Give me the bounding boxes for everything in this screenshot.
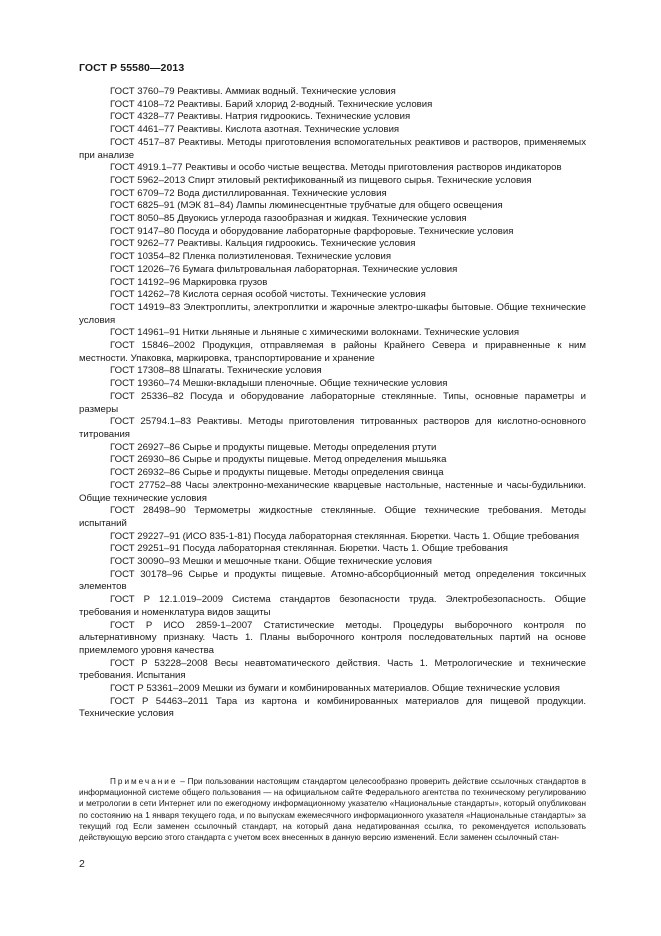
reference-item: ГОСТ 4328–77 Реактивы. Натрия гидроокись. Технические условия — [110, 111, 411, 123]
reference-item: ГОСТ 26932–86 Сырье и продукты пищевые. Методы определения свинца — [110, 467, 444, 479]
reference-item: ГОСТ 25794.1–83 Реактивы. Методы приготовления титрованных растворов для кислотно-основного титрования — [79, 416, 586, 440]
reference-item: ГОСТ 9262–77 Реактивы. Кальция гидроокись. Технические условия — [110, 238, 416, 250]
reference-item: ГОСТ 28498–90 Термометры жидкостные стеклянные. Общие технические требования. Методы испытаний — [79, 505, 586, 529]
reference-item: ГОСТ 19360–74 Мешки-вкладыши пленочные. Общие технические условия — [110, 378, 448, 390]
reference-item: ГОСТ 30090–93 Мешки и мешочные ткани. Общие технические условия — [110, 556, 432, 568]
reference-item: ГОСТ 6825–91 (МЭК 81–84) Лампы люминесцентные трубчатые для общего освещения — [110, 200, 503, 212]
reference-item: ГОСТ 14919–83 Электроплиты, электроплитки и жарочные электро-шкафы бытовые. Общие технические условия — [79, 301, 586, 326]
reference-item: ГОСТ Р 54463–2011 Тара из картона и комбинированных материалов для пищевой продукции. Технические условия — [79, 695, 586, 720]
reference-item: ГОСТ 26930–86 Сырье и продукты пищевые. Метод определения мышьяка — [110, 454, 447, 466]
reference-item: ГОСТ Р ИСО 2859-1–2007 Статистические методы. Процедуры выборочного контроля по альтернативному признаку. Часть 1. Планы выборочного контроля последовательных партий на основе приемлемого уровня качества — [79, 619, 586, 656]
reference-item: ГОСТ 17308–88 Шпагаты. Технические условия — [110, 365, 322, 377]
reference-item: ГОСТ 15846–2002 Продукция, отправляемая в районы Крайнего Севера и приравненные к ним местности. Упаковка, маркировка, транспортирование и хранение — [79, 340, 586, 364]
note-text: – При пользовании настоящим стандартом целесообразно проверить действие ссылочных стандартов в информационной системе общего пользования — на официальном сайте Федерального агентства по техническому регулированию и метрологии в сети Интернет или по ежегодному информационному указателю «Национальные стандарты», который опубликован по состоянию на 1 января текущего года, и по выпускам ежемесячного информационного указателя «Национальные стандарты» за текущий год Если заменен ссылочный стандарт, на который дана недатированная ссылка, то рекомендуется использовать действующую версию этого стандарта с учетом всех внесенных в данную версию изменений. Если заменен ссылочный стан- — [79, 777, 586, 843]
reference-item: ГОСТ 4108–72 Реактивы. Барий хлорид 2-водный. Технические условия — [110, 98, 433, 110]
reference-item: ГОСТ 6709–72 Вода дистиллированная. Технические условия — [110, 187, 387, 199]
reference-item: ГОСТ 26927–86 Сырье и продукты пищевые. Методы определения ртути — [110, 441, 437, 453]
normative-references-list — [79, 86, 586, 721]
note-paragraph — [79, 776, 586, 843]
reference-item: ГОСТ Р 53228–2008 Весы неавтоматического действия. Часть 1. Метрологические и технические требования. Испытания — [79, 657, 586, 682]
reference-item: ГОСТ 27752–88 Часы электронно-механические кварцевые настольные, настенные и часы-будильники. Общие технические условия — [79, 479, 586, 504]
reference-item: ГОСТ Р 53361–2009 Мешки из бумаги и комбинированных материалов. Общие технические условия — [110, 683, 560, 695]
reference-item: ГОСТ 4517–87 Реактивы. Методы приготовления вспомогательных реактивов и растворов, применяемых при анализе — [79, 136, 586, 161]
reference-item: ГОСТ 29251–91 Посуда лабораторная стеклянная. Бюретки. Часть 1. Общие требования — [110, 543, 508, 555]
note-label: Примечание — [110, 777, 178, 786]
reference-item: ГОСТ 9147–80 Посуда и оборудование лабораторные фарфоровые. Технические условия — [110, 225, 514, 237]
reference-item: ГОСТ 25336–82 Посуда и оборудование лабораторные стеклянные. Типы, основные параметры и размеры — [79, 390, 586, 415]
document-header: ГОСТ Р 55580—2013 — [79, 62, 185, 74]
reference-item: ГОСТ 14262–78 Кислота серная особой чистоты. Технические условия — [110, 289, 426, 301]
reference-item: ГОСТ 14961–91 Нитки льняные и льняные с химическими волокнами. Технические условия — [110, 327, 520, 339]
reference-item: ГОСТ 4461–77 Реактивы. Кислота азотная. Технические условия — [110, 124, 400, 136]
reference-item: ГОСТ 4919.1–77 Реактивы и особо чистые вещества. Методы приготовления растворов индикаторов — [110, 162, 562, 174]
reference-item: ГОСТ 30178–96 Сырье и продукты пищевые. Атомно-абсорбционный метод определения токсичных элементов — [79, 568, 586, 593]
reference-item: ГОСТ Р 12.1.019–2009 Система стандартов безопасности труда. Электробезопасность. Общие требования и номенклатура видов защиты — [79, 594, 586, 618]
reference-item: ГОСТ 29227–91 (ИСО 835-1-81) Посуда лабораторная стеклянная. Бюретки. Часть 1. Общие требования — [110, 530, 580, 542]
reference-item: ГОСТ 10354–82 Пленка полиэтиленовая. Технические условия — [110, 251, 392, 263]
page-number: 2 — [79, 858, 85, 870]
reference-item: ГОСТ 3760–79 Реактивы. Аммиак водный. Технические условия — [110, 86, 396, 97]
reference-item: ГОСТ 12026–76 Бумага фильтровальная лабораторная. Технические условия — [110, 263, 458, 275]
reference-item: ГОСТ 5962–2013 Спирт этиловый ректификованный из пищевого сырья. Технические условия — [110, 174, 532, 186]
reference-item: ГОСТ 14192–96 Маркировка грузов — [110, 276, 268, 288]
reference-item: ГОСТ 8050–85 Двуокись углерода газообразная и жидкая. Технические условия — [110, 213, 467, 225]
